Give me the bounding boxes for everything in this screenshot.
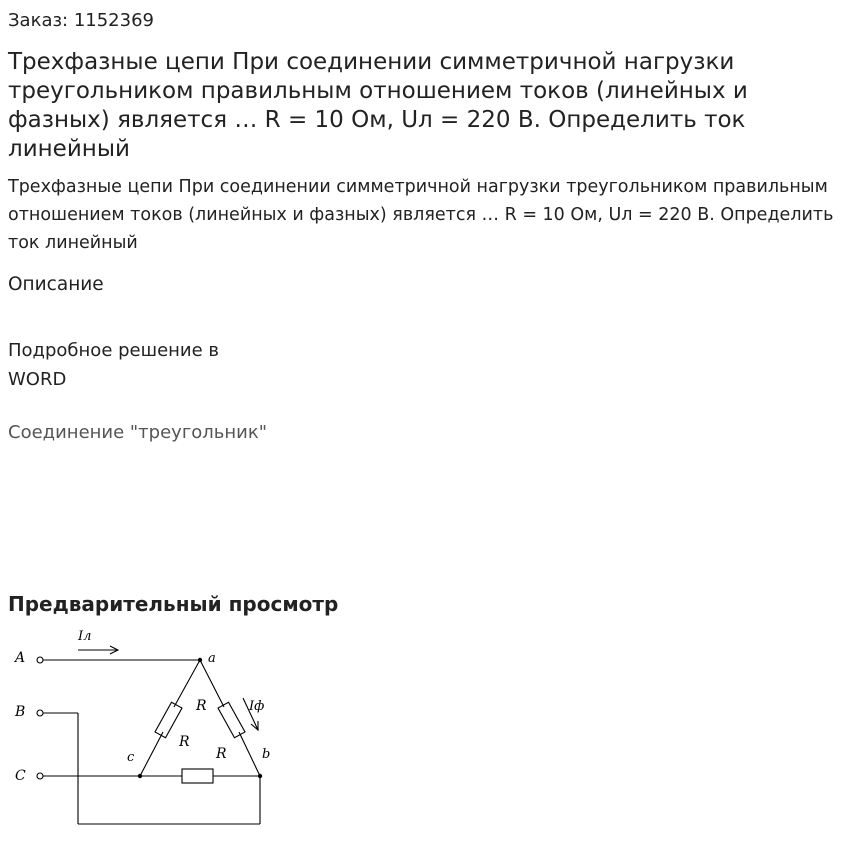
resistor-ac [155, 702, 182, 738]
terminal-c-circle [37, 773, 43, 779]
terminal-a-circle [37, 657, 43, 663]
order-number: Заказ: 1152369 [8, 10, 154, 31]
terminal-c-label: C [15, 768, 26, 784]
resistor-ab-label: R [196, 698, 207, 714]
circuit-diagram [0, 620, 300, 835]
connection-type: Соединение "треугольник" [8, 422, 268, 443]
node-c-label: c [127, 750, 135, 765]
resistor-ab [218, 702, 245, 738]
line-current-label: Iл [78, 629, 92, 644]
phase-current-label: Iф [249, 699, 265, 714]
terminal-b-label: B [15, 704, 26, 720]
resistor-ac-label: R [179, 734, 190, 750]
node-b-label: b [262, 747, 271, 762]
delta-ac-bottom [140, 732, 163, 776]
node-c-dot [138, 774, 142, 778]
delta-ab-bottom [239, 732, 260, 776]
terminal-a-label: A [15, 650, 26, 666]
node-a-dot [198, 658, 202, 662]
terminal-b-circle [37, 710, 43, 716]
preview-heading: Предварительный просмотр [8, 592, 339, 616]
task-description: Трехфазные цепи При соединении симметричной нагрузки треугольником правильным отношением токов (линейных и фазных) является … R = 10 Ом, Uл = 220 В. Определить ток линейный [8, 177, 834, 253]
resistor-cb-label: R [216, 746, 227, 762]
delta-circuit-svg [0, 620, 300, 835]
node-b-dot [258, 774, 262, 778]
page-title: Трехфазные цепи При соединении симметричной нагрузки треугольником правильным отношением токов (линейных и фазных) является … R = 10 Ом, Uл = 220 В. Определить ток линейный [8, 49, 748, 162]
node-a-label: a [208, 651, 216, 666]
solution-note: Подробное решение в WORD [8, 340, 220, 390]
description-heading: Описание [8, 274, 104, 295]
resistor-cb [182, 769, 213, 783]
